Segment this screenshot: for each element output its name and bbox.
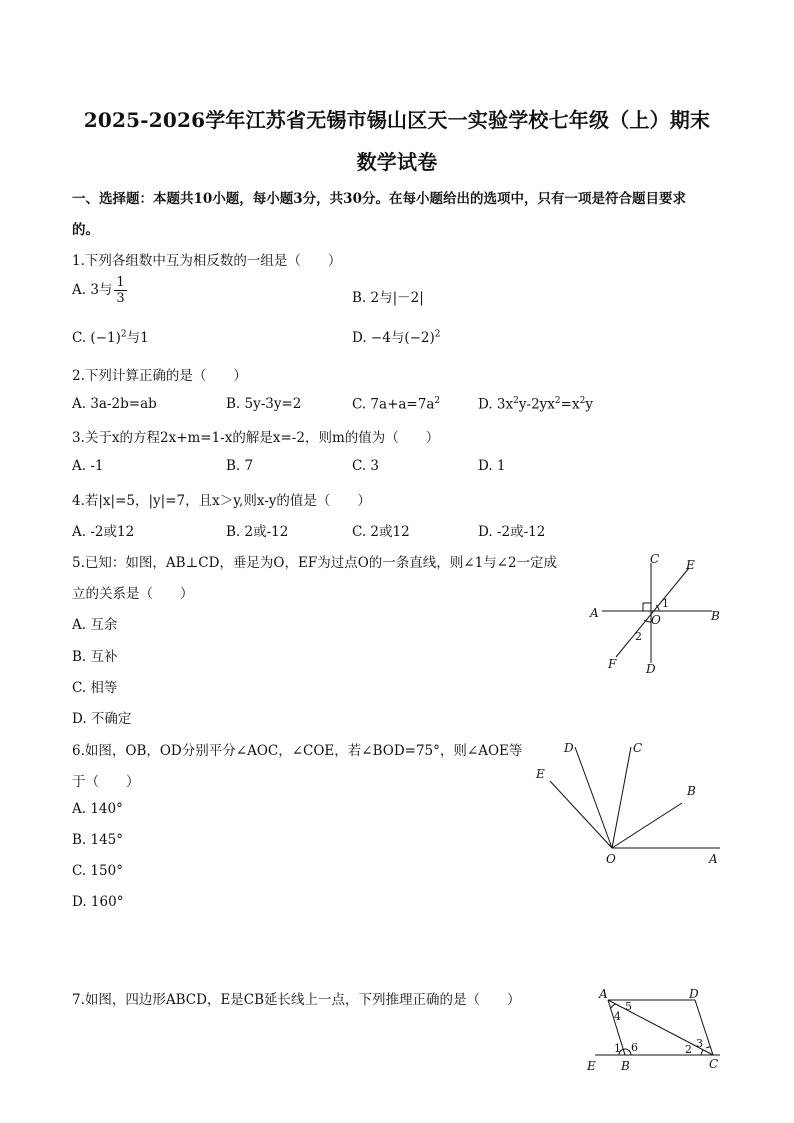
label-d: D [646, 662, 656, 676]
superscript: 2 [120, 329, 127, 340]
q7-figure [585, 985, 735, 1075]
angle-arc-5 [611, 1004, 616, 1008]
q4-option-b: B. 2或-12 [226, 524, 289, 540]
label-angle-6: 6 [631, 1041, 638, 1054]
q4-option-d: D. -2或-12 [478, 524, 546, 540]
label-angle-1: 1 [662, 597, 669, 610]
section-instructions-line1: 一、选择题：本题共10小题，每小题3分，共30分。在每小题给出的选项中，只有一项是符合题目要求 [72, 191, 686, 207]
label-c: C [650, 552, 660, 566]
label-angle-4: 4 [614, 1010, 621, 1023]
label-a: A [590, 606, 599, 620]
section-instructions-line2: 的。 [72, 222, 99, 238]
q1-option-d [352, 326, 441, 346]
q5-option-b: B. 互补 [72, 649, 118, 665]
q5-option-a: A. 互余 [72, 617, 118, 633]
label-b: B [687, 784, 696, 798]
q1-option-c-suffix: 与1 [126, 330, 149, 346]
q2-option-c [352, 396, 440, 413]
fraction-numerator: 1 [116, 275, 125, 290]
label-o: O [606, 852, 616, 866]
ray-oc [612, 747, 631, 848]
q3-option-c: C. 3 [352, 458, 380, 474]
q3-option-d: D. 1 [478, 458, 506, 474]
q2-option-b: B. 5y-3y=2 [226, 396, 302, 412]
q6-stem-line2: 于（ ） [72, 774, 140, 790]
q6-option-b: B. 145° [72, 832, 124, 848]
q6-figure [530, 735, 730, 870]
fraction-denominator: 3 [116, 291, 125, 306]
q2-option-d-part: =x [560, 396, 580, 413]
q5-stem-line1: 5.已知：如图，AB⊥CD，垂足为O，EF为过点O的一条直线，则∠1与∠2一定成 [72, 555, 558, 571]
label-c: C [633, 741, 643, 755]
q1-option-a-fraction [114, 276, 126, 305]
label-a: A [599, 987, 608, 1001]
superscript: 2 [513, 396, 519, 406]
superscript: 2 [579, 396, 586, 406]
label-d: D [689, 987, 699, 1001]
superscript: 2 [554, 396, 561, 406]
q4-option-c: C. 2或12 [352, 524, 410, 540]
label-a: A [709, 852, 718, 866]
q5-option-d: D. 不确定 [72, 711, 132, 727]
label-b: B [711, 609, 720, 623]
q1-option-a [72, 276, 127, 305]
q2-option-d-part: y-2yx [518, 396, 555, 413]
q3-option-a: A. -1 [72, 458, 104, 474]
label-d: D [564, 741, 574, 755]
label-e: E [686, 558, 695, 572]
q1-stem: 1.下列各组数中互为相反数的一组是（ ） [72, 253, 342, 269]
q6-option-d: D. 160° [72, 894, 124, 910]
q6-option-c: C. 150° [72, 863, 123, 879]
q3-stem: 3.关于x的方程2x+m=1-x的解是x=-2，则m的值为（ ） [72, 430, 440, 446]
label-angle-1: 1 [614, 1042, 621, 1055]
label-angle-2: 2 [685, 1043, 692, 1056]
q4-stem: 4.若|x|=5，|y|=7，且x＞y,则x-y的值是（ ） [72, 493, 371, 509]
label-e: E [536, 767, 545, 781]
q1-option-c [72, 326, 149, 346]
q6-option-a: A. 140° [72, 801, 123, 817]
ray-oe [550, 781, 612, 848]
exam-title-line2: 数学试卷 [356, 150, 438, 174]
q2-option-a: A. 3a-2b=ab [72, 396, 157, 412]
q1-option-d-text: D. −4与(−2) [352, 330, 435, 346]
superscript: 2 [434, 329, 441, 340]
ray-od [575, 747, 612, 848]
q5-figure [580, 545, 740, 685]
label-f: F [608, 657, 617, 671]
label-c: C [709, 1057, 719, 1071]
q2-option-d-part: y [585, 396, 593, 413]
angle-arc-3 [706, 1047, 710, 1048]
q3-option-b: B. 7 [226, 458, 254, 474]
label-e: E [587, 1059, 596, 1073]
ray-ob [612, 803, 682, 848]
label-angle-2: 2 [635, 630, 642, 643]
label-angle-5: 5 [625, 1000, 632, 1013]
q7-stem: 7.如图，四边形ABCD，E是CB延长线上一点，下列推理正确的是（ ） [72, 992, 521, 1008]
label-angle-3: 3 [696, 1037, 703, 1050]
q5-option-c: C. 相等 [72, 680, 118, 696]
q2-stem: 2.下列计算正确的是（ ） [72, 368, 247, 384]
angle-arc-2 [701, 1050, 703, 1055]
label-b: B [621, 1059, 630, 1073]
q2-option-d [478, 396, 593, 413]
q2-option-d-part: D. 3x [478, 396, 514, 413]
exam-title-line1: 2025-2026学年江苏省无锡市锡山区天一实验学校七年级（上）期末 [83, 108, 711, 132]
q4-option-a: A. -2或12 [72, 524, 135, 540]
q1-option-a-text: A. 3与 [72, 282, 113, 298]
right-angle-mark [643, 603, 651, 611]
q2-option-c-text: C. 7a+a=7a [352, 396, 435, 413]
q6-stem-line1: 6.如图，OB，OD分别平分∠AOC，∠COE，若∠BOD=75°，则∠AOE等 [72, 743, 523, 759]
superscript: 2 [434, 396, 441, 406]
q5-stem-line2: 立的关系是（ ） [72, 586, 194, 602]
q1-option-b: B. 2与|－2| [352, 290, 424, 306]
q1-option-c-text: C. (−1) [72, 330, 121, 346]
label-o: O [651, 613, 661, 627]
